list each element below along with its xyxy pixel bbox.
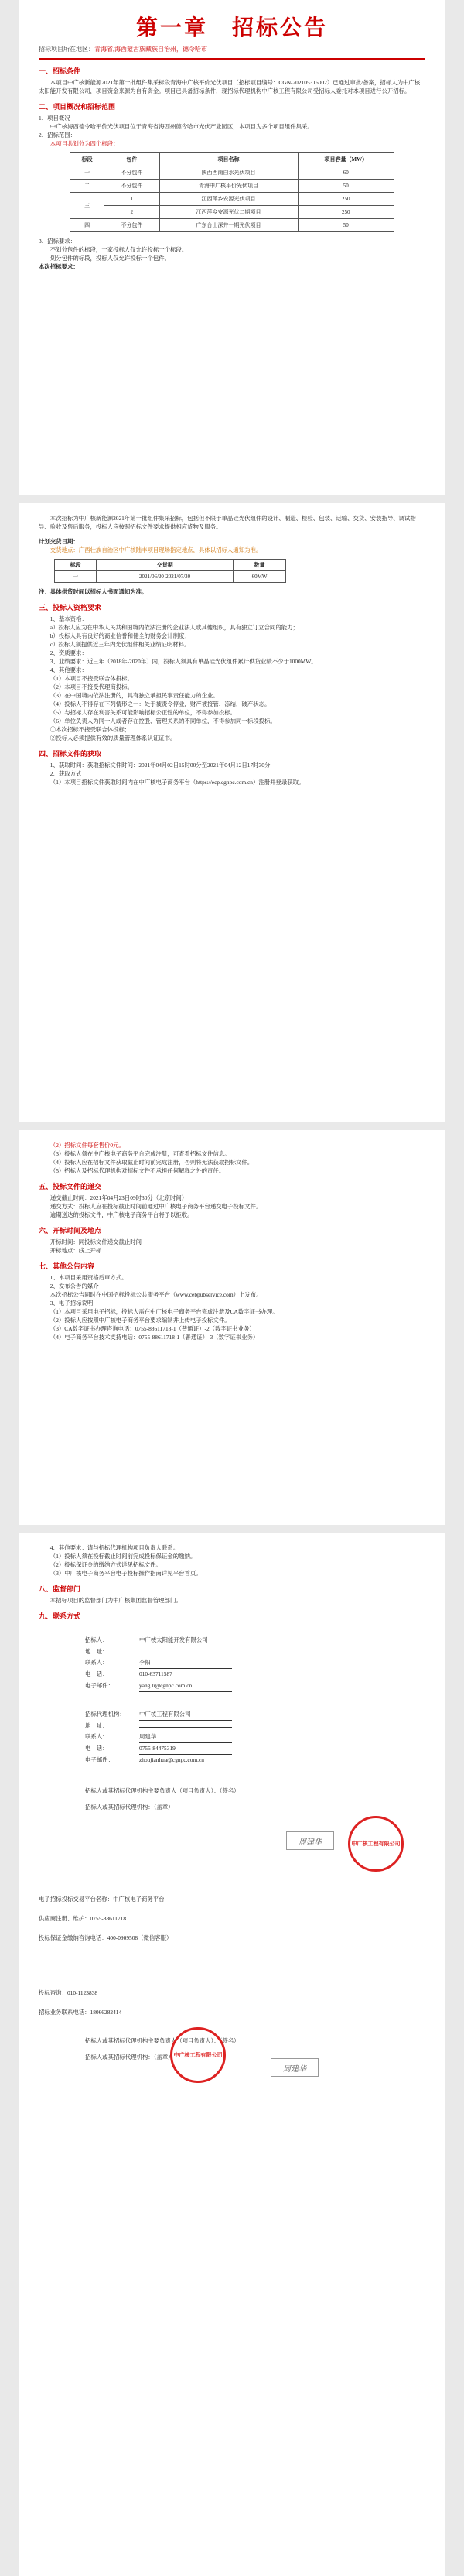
section-3-title: 三、投标人资格要求 — [39, 604, 102, 611]
section-2-title: 二、项目概况和招标范围 — [39, 103, 116, 111]
bottom-line: 投标保证金缴纳咨询电话：400-0909508（微信客服） — [39, 1934, 172, 1941]
bottom-line: 电子招标投标交易平台名称：中广核电子商务平台 — [39, 1896, 165, 1903]
table-row: 一 不分包件 陕西西南白水光伏项目 60 — [70, 166, 394, 180]
list-item: （4）电子商务平台技术支持电话：0755-88611718-1（普通证）-3（数字证书业务） — [49, 1334, 259, 1341]
section-2-3-label: 3、招标要求： — [39, 238, 77, 245]
list-item: （2）招标文件每套售价0元。 — [49, 1142, 125, 1149]
table-row: 二 不分包件 青海中广核平价光伏项目 50 — [70, 180, 394, 193]
table-row: 2 江西萍乡安源光伏二期项目 250 — [70, 206, 394, 219]
signature-icon: 周建华 — [271, 2058, 319, 2077]
section-4-title: 四、招标文件的获取 — [39, 750, 102, 758]
section-5-text-1: 递交截止时间：2021年04月23日09时30分（北京时间） — [49, 1194, 188, 1201]
list-item: （6）单位负责人为同一人或者存在控股、管理关系的不同单位，不得参加同一标段投标。 — [49, 718, 276, 724]
list-item: 本次招标公告同时在中国招标投标公共服务平台（www.cebpubservice.com）上发布。 — [49, 1291, 262, 1298]
section-5-text-3: 逾期送达的投标文件，中广核电子商务平台将予以拒收。 — [49, 1211, 193, 1218]
table-row: 一 2021/06/20-2021/07/30 60MW — [55, 571, 286, 583]
tenderer-contact: 招标人： 中广核太阳能开发有限公司 地 址： 联系人： 李阳 电 话： 010-63711587 电子邮件： yang.li@cgnpc.com.cn — [85, 1635, 425, 1692]
page-2-intro: 本次招标为中广核新能源2021年第一批组件集采招标，包括但不限于单晶硅光伏组件的设计、制造、检验、包装、运输、交货、安装指导、调试指导、验收及售后服务，投标人应按照招标文件要求提供相应货物及服务。 — [39, 515, 416, 530]
list-item: （1）投标人须在投标截止时间前完成投标保证金的缴纳。 — [49, 1553, 196, 1560]
section-4-text-2: 2、获取方式 — [49, 770, 82, 777]
list-item: 4、其他要求：请与招标代理机构项目负责人联系。 — [49, 1544, 179, 1551]
section-2-1-label: 1、项目概况 — [39, 115, 70, 122]
section-2-4-label: 本次招标要求： — [39, 263, 79, 270]
footer-line: 招标业务联系电话：18066282414 — [39, 2009, 122, 2016]
section-2-2-text: 本项目共划分为四个标段： — [49, 140, 119, 147]
list-item: （4）投标人不得存在下列情形之一：处于被责令停业，财产被接管、冻结，破产状态。 — [49, 701, 271, 707]
section-1-title: 一、招标条件 — [39, 67, 81, 75]
list-item: （3）在中国境内依法注册的，具有独立承担民事责任能力的企业。 — [49, 692, 219, 699]
footer-line: 投标咨询：010-1123838 — [39, 1989, 98, 1996]
list-item: （5）招标人及招标代理机构对招标文件不承担任何解释之外的责任。 — [49, 1167, 225, 1174]
signature-block: 招标人或其招标代理机构主要负责人（项目负责人）：（签名） 招标人或其招标代理机构：（盖章） — [85, 1787, 240, 1810]
list-item: b）投标人具有良好的商业信誉和健全的财务会计制度； — [49, 632, 190, 639]
project-location: 招标项目所在地区：青海省,海西蒙古族藏族自治州，德令哈市 — [39, 46, 207, 53]
list-item: （3）CA数字证书办理咨询电话：0755-88611718-1（普通证）-2（数字证书业务） — [49, 1325, 255, 1332]
lot-table — [70, 152, 394, 232]
section-9-title: 九、联系方式 — [39, 1612, 81, 1620]
table-header-row: 标段 交货期 数量 — [55, 560, 286, 571]
page-3 — [19, 1130, 445, 1525]
company-seal-icon: 中广核工程有限公司 — [170, 2027, 226, 2083]
list-item: （4）投标人应在招标文件获取截止时间前完成注册，否则将无法获取招标文件。 — [49, 1159, 254, 1166]
list-item: a）投标人应为在中华人民共和国境内依法注册的企业法人或其他组织，具有独立订立合同的能力； — [49, 624, 299, 631]
list-item: （2）投标保证金的缴纳方式详见招标文件。 — [49, 1561, 162, 1568]
list-item: （5）与招标人存在利害关系可能影响招标公正性的单位，不得参加投标。 — [49, 709, 236, 716]
list-item: （2）本项目不接受代理商投标。 — [49, 683, 133, 690]
signature-block-2: 招标人或其招标代理机构主要负责人（项目负责人）：（签名） 招标人或其招标代理机构：（盖章） — [85, 2037, 240, 2060]
section-4-text-3: （1）本项目招标文件获取时间内在中广核电子商务平台（https://ecp.cgnpc.com.cn）注册并登录获取。 — [49, 779, 305, 786]
header-rule — [39, 58, 425, 60]
section-6-text-2: 开标地点：线上开标 — [49, 1247, 102, 1254]
section-5-title: 五、投标文件的递交 — [39, 1183, 102, 1190]
list-item: 1、本项目采用资格后审方式。 — [49, 1274, 128, 1281]
section-6-title: 六、开标时间及地点 — [39, 1227, 102, 1235]
agent-contact: 招标代理机构： 中广核工程有限公司 地 址： 联系人： 周建华 电 话： 0755-84475319 电子邮件： zhoujianhua@cgnpc.com.cn — [85, 1709, 425, 1766]
list-item: ②投标人必须提供有效的质量管理体系认证证书。 — [49, 735, 176, 742]
list-item: （3）中广核电子商务平台电子投标操作指南详见平台首页。 — [49, 1570, 202, 1577]
table-header-row: 标段 包件 项目名称 项目容量（MW） — [70, 153, 394, 166]
section-7-title: 七、其他公告内容 — [39, 1262, 95, 1270]
section-8-title: 八、监督部门 — [39, 1585, 81, 1593]
list-item: 2、发布公告的媒介 — [49, 1283, 99, 1290]
list-item: 1、基本资格： — [49, 615, 87, 622]
page-2 — [19, 503, 445, 1122]
section-8-text: 本招标项目的监督部门为中广核集团监督管理部门。 — [49, 1597, 182, 1604]
section-2-3-text-2: 划分包件的标段，投标人仅允许投标一个包件。 — [49, 255, 171, 262]
list-item: （1）本项目不接受联合体投标。 — [49, 675, 133, 682]
list-item: 3、电子招标说明 — [49, 1300, 94, 1307]
page-4 — [19, 1533, 445, 2576]
section-2-2-label: 2、招标范围： — [39, 132, 77, 139]
list-item: ①本次招标不接受联合体投标； — [49, 726, 131, 733]
list-item: （1）本项目采用电子招标，投标人需在中广核电子商务平台完成注册及CA数字证书办理。 — [49, 1308, 278, 1315]
signature-icon: 周建华 — [286, 1831, 334, 1850]
list-item: c）投标人须提供近三年内光伏组件相关业绩证明材料。 — [49, 641, 190, 648]
list-item: 4、其他要求： — [49, 666, 87, 673]
list-item: （2）投标人应按照中广核电子商务平台要求编制并上传电子投标文件。 — [49, 1317, 230, 1324]
table-row: 四 不分包件 广东台山深井一期光伏项目 50 — [70, 219, 394, 232]
plan-delivery-label: 计划交货日期： — [39, 538, 79, 545]
list-item: 3、业绩要求：近三年（2018年-2020年）内，投标人须具有单晶硅光伏组件累计供货业绩不少于1000MW。 — [49, 658, 317, 665]
section-5-text-2: 递交方式：投标人应在投标截止时间前通过中广核电子商务平台递交电子投标文件。 — [49, 1203, 262, 1210]
section-1-text: 本项目中广核新能源2021年第一批组件集采标段青海中广核平价光伏项目（招标项目编号：CGN-202105316002）已通过审批/备案，招标人为中广核太阳能开发有限公司，项目资金来源为自有资金。项目已具备招标条件，现招标代理机构中广核工程有限公司受招标人委托对本项目进行公开招标。 — [39, 79, 421, 94]
delivery-place: 交货地点：广西壮族自治区中广核陆丰项目现场指定地点，具体以招标人通知为准。 — [49, 546, 262, 553]
stamp-area — [39, 1816, 425, 1872]
section-6-text-1: 开标时间：同投标文件递交截止时间 — [49, 1238, 142, 1245]
bottom-line: 供应商注册、维护：0755-88611718 — [39, 1915, 127, 1922]
delivery-table — [54, 559, 286, 583]
list-item: （3）投标人须在中广核电子商务平台完成注册，可查看招标文件信息。 — [49, 1150, 230, 1157]
table-row: 三 1 江西萍乡安源光伏项目 250 — [70, 193, 394, 206]
section-2-1-text: 中广核海西德令哈平价光伏项目位于青海省海西州德令哈市光伏产业园区，本项目为多个项目组件集采。 — [49, 123, 313, 130]
chapter-title: 第一章 招标公告 — [135, 16, 328, 40]
page-1 — [19, 0, 445, 495]
delivery-note: 注：具体供货时间以招标人书面通知为准。 — [39, 588, 148, 595]
list-item: 2、资质要求： — [49, 649, 87, 656]
section-4-text-1: 1、获取时间：获取招标文件时间：2021年04月02日15时00分至2021年04月12日17时30分 — [49, 762, 271, 769]
section-2-3-text-1: 不划分包件的标段，一家投标人仅允许投标一个标段。 — [49, 246, 188, 253]
stamp-area-2 — [39, 2052, 425, 2122]
company-seal-icon: 中广核工程有限公司 — [348, 1816, 404, 1872]
